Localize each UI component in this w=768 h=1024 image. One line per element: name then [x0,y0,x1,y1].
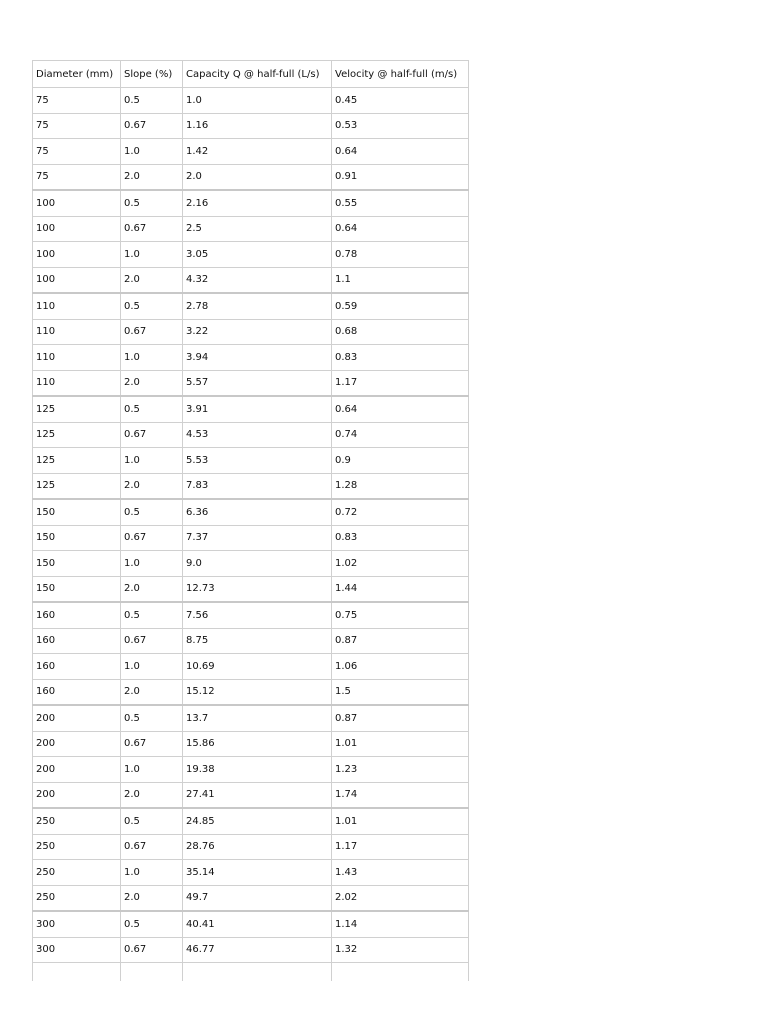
cell-diameter: 125 [33,473,121,499]
cell-slope: 2.0 [121,885,183,911]
cell-capacity: 12.73 [183,576,332,602]
cell-capacity: 3.91 [183,396,332,422]
cell-capacity: 24.85 [183,808,332,834]
cell-slope: 0.5 [121,293,183,319]
cell-capacity: 2.78 [183,293,332,319]
cell-slope: 1.0 [121,860,183,886]
cell-velocity: 1.14 [332,911,469,937]
cell-slope: 0.5 [121,190,183,216]
table-body [33,88,469,982]
cell-velocity: 0.87 [332,628,469,654]
cell-diameter: 200 [33,782,121,808]
cell-diameter: 250 [33,860,121,886]
cell-velocity: 0.74 [332,422,469,448]
table-row [33,190,469,216]
cell-velocity: 0.64 [332,139,469,165]
cell-velocity: 0.87 [332,705,469,731]
cell-capacity: 19.38 [183,757,332,783]
pipe-capacity-table [32,60,469,981]
cell-slope: 0.67 [121,628,183,654]
cell-diameter: 75 [33,88,121,114]
cell-diameter: 250 [33,834,121,860]
table-row [33,885,469,911]
cell-slope: 0.67 [121,216,183,242]
cell-velocity: 1.32 [332,937,469,963]
cell-slope: 1.0 [121,139,183,165]
header-row [33,61,469,88]
table-row [33,551,469,577]
table-row [33,345,469,371]
cell-capacity: 8.75 [183,628,332,654]
cell-velocity: 1.5 [332,679,469,705]
cell-capacity: 49.7 [183,885,332,911]
cell-slope: 0.5 [121,705,183,731]
cell-slope: 0.5 [121,88,183,114]
cell-slope: 0.5 [121,911,183,937]
cell-diameter: 200 [33,705,121,731]
cell-velocity: 0.64 [332,216,469,242]
cell-slope: 0.67 [121,113,183,139]
cell-capacity: 15.86 [183,731,332,757]
cell-velocity: 0.68 [332,319,469,345]
cell-slope: 0.67 [121,525,183,551]
cell-slope: 2.0 [121,576,183,602]
cell-capacity: 3.94 [183,345,332,371]
table-row [33,370,469,396]
cell-diameter: 250 [33,808,121,834]
cell-capacity: 4.32 [183,267,332,293]
header-velocity: Velocity @ half-full (m/s) [332,61,469,88]
cell-velocity: 0.72 [332,499,469,525]
cell-slope: 0.67 [121,422,183,448]
cell-slope: 1.0 [121,551,183,577]
cell-slope: 0.5 [121,602,183,628]
cell-capacity: 9.0 [183,551,332,577]
cell-velocity: 0.59 [332,293,469,319]
table-row [33,782,469,808]
cell-capacity: 10.69 [183,654,332,680]
header-diameter: Diameter (mm) [33,61,121,88]
cell-slope: 2.0 [121,679,183,705]
cell-capacity: 6.36 [183,499,332,525]
cell-velocity: 1.28 [332,473,469,499]
table-row [33,267,469,293]
table-row [33,525,469,551]
table-row [33,757,469,783]
cell-velocity: 0.78 [332,242,469,268]
table-row [33,731,469,757]
cell-capacity: 1.16 [183,113,332,139]
cell-capacity: 1.42 [183,139,332,165]
cell-diameter: 150 [33,551,121,577]
table-row [33,499,469,525]
cell-velocity: 0.91 [332,164,469,190]
cell-velocity: 0.64 [332,396,469,422]
table-row [33,576,469,602]
table-row [33,602,469,628]
table-row [33,88,469,114]
table-row [33,834,469,860]
empty-cell [33,963,121,982]
cell-slope: 0.5 [121,808,183,834]
cell-capacity: 7.37 [183,525,332,551]
table-row [33,216,469,242]
table-row [33,654,469,680]
cell-diameter: 75 [33,164,121,190]
cell-diameter: 110 [33,370,121,396]
table-row [33,242,469,268]
cell-diameter: 100 [33,242,121,268]
cell-diameter: 150 [33,525,121,551]
cell-diameter: 250 [33,885,121,911]
table-row [33,679,469,705]
cell-velocity: 1.44 [332,576,469,602]
cell-diameter: 125 [33,422,121,448]
table-row [33,473,469,499]
table-row [33,139,469,165]
cell-diameter: 125 [33,396,121,422]
cell-diameter: 110 [33,345,121,371]
cell-diameter: 300 [33,911,121,937]
table-row [33,448,469,474]
table-row [33,319,469,345]
empty-cell [332,963,469,982]
cell-diameter: 160 [33,602,121,628]
cell-diameter: 160 [33,679,121,705]
cell-diameter: 200 [33,731,121,757]
cell-slope: 0.5 [121,396,183,422]
cell-slope: 2.0 [121,473,183,499]
cell-velocity: 1.17 [332,370,469,396]
cell-capacity: 2.0 [183,164,332,190]
cell-slope: 1.0 [121,345,183,371]
cell-slope: 1.0 [121,654,183,680]
cell-velocity: 1.02 [332,551,469,577]
table-row [33,396,469,422]
cell-velocity: 1.1 [332,267,469,293]
cell-capacity: 7.56 [183,602,332,628]
cell-diameter: 160 [33,628,121,654]
cell-capacity: 40.41 [183,911,332,937]
cell-diameter: 300 [33,937,121,963]
cell-capacity: 7.83 [183,473,332,499]
cell-velocity: 0.55 [332,190,469,216]
table-row [33,113,469,139]
cell-capacity: 3.22 [183,319,332,345]
cell-diameter: 150 [33,576,121,602]
table-row [33,808,469,834]
cell-capacity: 3.05 [183,242,332,268]
cell-velocity: 1.43 [332,860,469,886]
header-capacity: Capacity Q @ half-full (L/s) [183,61,332,88]
cell-capacity: 28.76 [183,834,332,860]
table-row-empty [33,963,469,982]
cell-velocity: 1.06 [332,654,469,680]
cell-capacity: 27.41 [183,782,332,808]
table-row [33,628,469,654]
cell-capacity: 5.53 [183,448,332,474]
cell-velocity: 0.9 [332,448,469,474]
cell-slope: 0.67 [121,319,183,345]
table-header [33,61,469,88]
cell-velocity: 1.23 [332,757,469,783]
cell-diameter: 75 [33,113,121,139]
cell-capacity: 15.12 [183,679,332,705]
cell-diameter: 110 [33,293,121,319]
cell-velocity: 0.83 [332,525,469,551]
cell-slope: 1.0 [121,448,183,474]
cell-diameter: 160 [33,654,121,680]
table-row [33,860,469,886]
cell-velocity: 0.75 [332,602,469,628]
table-row [33,937,469,963]
cell-diameter: 200 [33,757,121,783]
cell-velocity: 0.45 [332,88,469,114]
cell-diameter: 125 [33,448,121,474]
cell-capacity: 13.7 [183,705,332,731]
cell-slope: 0.67 [121,834,183,860]
cell-slope: 0.5 [121,499,183,525]
cell-slope: 0.67 [121,937,183,963]
cell-slope: 2.0 [121,370,183,396]
cell-slope: 2.0 [121,782,183,808]
cell-velocity: 2.02 [332,885,469,911]
cell-slope: 2.0 [121,164,183,190]
cell-capacity: 1.0 [183,88,332,114]
cell-diameter: 100 [33,190,121,216]
cell-capacity: 4.53 [183,422,332,448]
header-slope: Slope (%) [121,61,183,88]
cell-diameter: 150 [33,499,121,525]
cell-slope: 2.0 [121,267,183,293]
cell-diameter: 75 [33,139,121,165]
empty-cell [121,963,183,982]
cell-velocity: 0.53 [332,113,469,139]
cell-diameter: 100 [33,216,121,242]
cell-capacity: 46.77 [183,937,332,963]
cell-diameter: 100 [33,267,121,293]
cell-capacity: 35.14 [183,860,332,886]
cell-velocity: 0.83 [332,345,469,371]
empty-cell [183,963,332,982]
cell-velocity: 1.17 [332,834,469,860]
cell-capacity: 5.57 [183,370,332,396]
cell-slope: 1.0 [121,242,183,268]
cell-velocity: 1.01 [332,808,469,834]
cell-capacity: 2.16 [183,190,332,216]
table-row [33,911,469,937]
cell-velocity: 1.01 [332,731,469,757]
cell-diameter: 110 [33,319,121,345]
table-row [33,422,469,448]
cell-slope: 0.67 [121,731,183,757]
cell-slope: 1.0 [121,757,183,783]
table-row [33,164,469,190]
table-row [33,705,469,731]
cell-capacity: 2.5 [183,216,332,242]
cell-velocity: 1.74 [332,782,469,808]
table-row [33,293,469,319]
